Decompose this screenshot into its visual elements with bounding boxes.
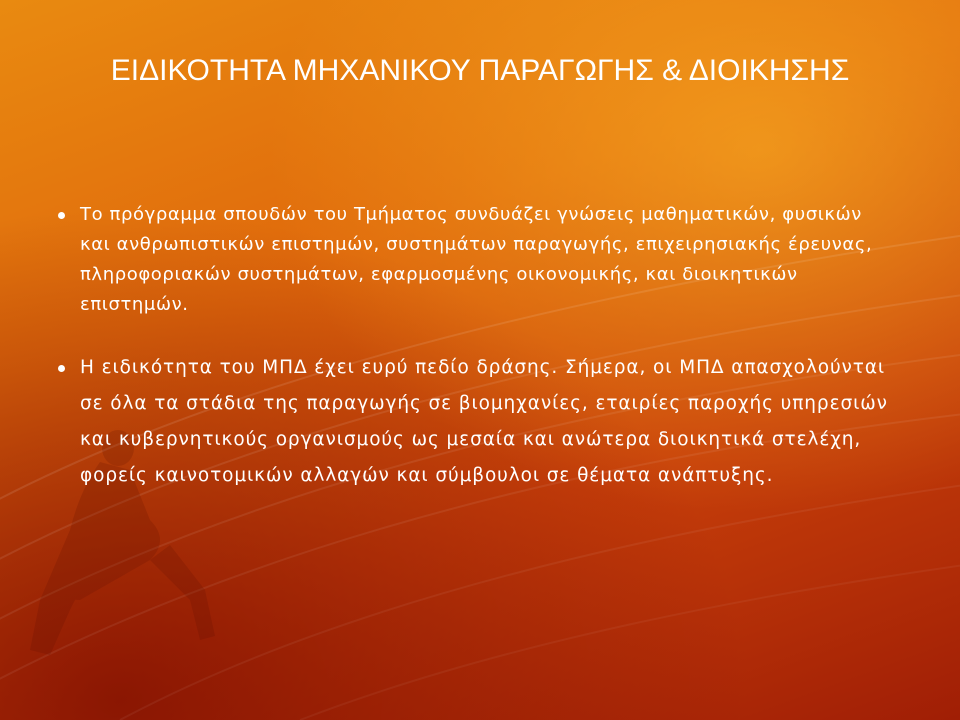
- bullet-dot-icon: [58, 212, 65, 219]
- slide-title: ΕΙΔΙΚΟΤΗΤΑ ΜΗΧΑΝΙΚΟΥ ΠΑΡΑΓΩΓΗΣ & ΔΙΟΙΚΗΣΗΣ: [110, 54, 850, 87]
- bullet-text: Το πρόγραμμα σπουδών του Τμήματος συνδυάζει γνώσεις μαθηματικών, φυσικών και ανθρωπιστικών επιστημών, συστημάτων παραγωγής, επιχειρησιακής έρευνας, πληροφοριακών συστημάτων, εφαρμοσμένης οικονομικής, και διοικητικών επιστημών.: [80, 204, 873, 315]
- bullet-text: Η ειδικότητα του ΜΠΔ έχει ευρύ πεδίο δράσης. Σήμερα, οι ΜΠΔ απασχολούνται σε όλα τα στάδια της παραγωγής σε βιομηχανίες, εταιρίες παροχής υπηρεσιών και κυβερνητικούς οργανισμούς ως μεσαία και ανώτερα διοικητικά στελέχη, φορείς καινοτομικών αλλαγών και σύμβουλοι σε θέματα ανάπτυξης.: [80, 357, 888, 486]
- bullet-list: [58, 200, 898, 494]
- bullet-item: [58, 200, 898, 320]
- bullet-dot-icon: [58, 365, 65, 372]
- bullet-item: [58, 350, 898, 494]
